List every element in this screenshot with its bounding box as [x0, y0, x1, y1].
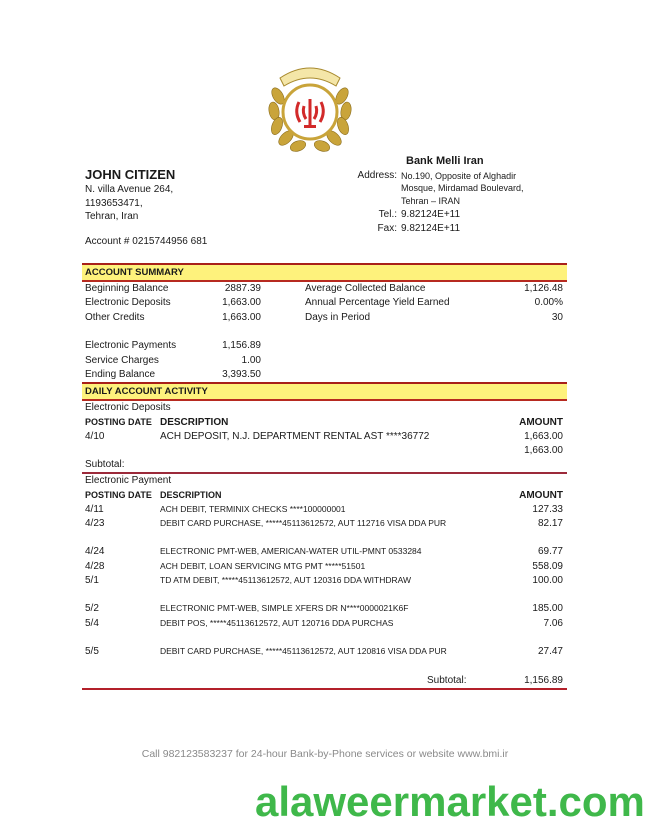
summary-label: Electronic Payments	[85, 340, 177, 351]
summary-value: 1,156.89	[222, 340, 261, 351]
payments-section-label: Electronic Payment	[85, 475, 172, 486]
table-row	[85, 646, 563, 660]
address-label: Address:	[357, 170, 397, 181]
customer-address-line: 1193653471,	[85, 197, 143, 209]
summary-label: Beginning Balance	[85, 283, 169, 294]
tel-label: Tel.:	[378, 209, 397, 220]
amount: 69.77	[537, 546, 563, 557]
posting-date: 5/1	[85, 575, 99, 586]
summary-label: Ending Balance	[85, 369, 156, 380]
customer-address-line: Tehran, Iran	[85, 211, 139, 222]
description: DEBIT POS, *****45113612572, AUT 120716 DDA PURCHAS	[160, 618, 394, 628]
table-row	[85, 518, 563, 532]
fax-label: Fax:	[377, 223, 397, 234]
amount: 558.09	[532, 561, 563, 572]
description: ACH DEBIT, TERMINIX CHECKS ****100000001	[160, 504, 346, 514]
col-posting-date: POSTING DATE	[85, 417, 152, 427]
summary-value: 3,393.50	[222, 369, 261, 380]
deposits-total-row	[85, 445, 563, 459]
subtotal-label: Subtotal:	[427, 675, 467, 686]
col-description: DESCRIPTION	[160, 490, 222, 500]
col-posting-date: POSTING DATE	[85, 490, 152, 500]
bank-address-line: Tehran – IRAN	[401, 196, 461, 206]
summary-value: 2887.39	[224, 283, 261, 294]
description: ACH DEBIT, LOAN SERVICING MTG PMT *****51501	[160, 561, 366, 571]
customer-address-line: N. villa Avenue 264,	[85, 184, 174, 195]
summary-value: 1,663.00	[222, 312, 261, 323]
table-row	[85, 618, 563, 632]
description: ELECTRONIC PMT-WEB, SIMPLE XFERS DR N****0000021K6F	[160, 603, 409, 613]
bank-address-line: No.190, Opposite of Alghadir	[401, 171, 517, 181]
table-row	[85, 504, 563, 518]
posting-date: 4/28	[85, 561, 105, 572]
table-row	[85, 575, 563, 589]
bank-name: Bank Melli Iran	[406, 155, 484, 167]
posting-date: 5/2	[85, 603, 99, 614]
posting-date: 4/10	[85, 431, 105, 442]
posting-date: 5/4	[85, 618, 99, 629]
summary-label: Electronic Deposits	[85, 297, 171, 308]
description: DEBIT CARD PURCHASE, *****45113612572, AUT 112716 VISA DDA PUR	[160, 518, 447, 528]
summary-value: 1,663.00	[222, 297, 261, 308]
table-row	[85, 561, 563, 575]
footer-contact: Call 982123583237 for 24-hour Bank-by-Phone services or website www.bmi.ir	[141, 748, 509, 760]
posting-date: 4/23	[85, 518, 105, 529]
summary-value: 1,126.48	[524, 283, 563, 294]
subtotal-label: Subtotal:	[85, 459, 125, 470]
bank-tel: 9.82124E+11	[401, 209, 461, 220]
summary-label: Days in Period	[305, 312, 371, 323]
bank-fax: 9.82124E+11	[401, 223, 461, 234]
payments-subtotal: 1,156.89	[524, 675, 563, 686]
account-summary-header: ACCOUNT SUMMARY	[82, 263, 567, 282]
posting-date: 5/5	[85, 646, 99, 657]
col-amount: AMOUNT	[519, 490, 563, 501]
amount: 7.06	[543, 618, 563, 629]
bank-address-line: Mosque, Mirdamad Boulevard,	[401, 183, 524, 193]
description: TD ATM DEBIT, *****45113612572, AUT 120316 DDA WITHDRAW	[160, 575, 412, 585]
posting-date: 4/11	[85, 504, 104, 515]
col-amount: AMOUNT	[519, 417, 563, 428]
amount: 185.00	[532, 603, 563, 614]
customer-info	[85, 167, 175, 224]
customer-name: JOHN CITIZEN	[85, 167, 176, 182]
summary-row	[85, 297, 563, 311]
description: ACH DEPOSIT, N.J. DEPARTMENT RENTAL AST ****36772	[160, 431, 430, 442]
divider	[82, 472, 567, 474]
amount: 100.00	[532, 575, 563, 586]
summary-label: Service Charges	[85, 355, 159, 366]
summary-row	[85, 312, 563, 326]
table-row	[85, 546, 563, 560]
summary-label: Average Collected Balance	[305, 283, 426, 294]
summary-row	[85, 369, 563, 383]
amount: 1,663.00	[524, 431, 563, 442]
table-row	[85, 603, 563, 617]
amount: 82.17	[537, 518, 563, 529]
summary-value: 1.00	[241, 355, 261, 366]
watermark: alaweermarket.com	[255, 778, 645, 825]
summary-label: Other Credits	[85, 312, 145, 323]
summary-row	[85, 283, 563, 297]
summary-label: Annual Percentage Yield Earned	[305, 297, 450, 308]
summary-row	[85, 355, 563, 369]
col-description: DESCRIPTION	[160, 417, 229, 428]
summary-value: 0.00%	[534, 297, 563, 308]
deposits-total: 1,663.00	[524, 445, 563, 456]
bank-melli-emblem-icon	[266, 56, 354, 154]
divider	[82, 688, 567, 690]
account-number: Account # 0215744956 681	[85, 236, 208, 247]
payments-subtotal-row	[85, 675, 563, 689]
posting-date: 4/24	[85, 546, 105, 557]
deposits-section-label: Electronic Deposits	[85, 402, 171, 413]
amount: 127.33	[532, 504, 563, 515]
summary-row	[85, 340, 563, 354]
amount: 27.47	[537, 646, 563, 657]
description: ELECTRONIC PMT-WEB, AMERICAN-WATER UTIL-PMNT 0533284	[160, 546, 422, 556]
summary-value: 30	[551, 312, 563, 323]
daily-activity-header: DAILY ACCOUNT ACTIVITY	[82, 382, 567, 401]
table-row	[85, 431, 563, 445]
bank-logo	[266, 56, 354, 154]
description: DEBIT CARD PURCHASE, *****45113612572, AUT 120816 VISA DDA PUR	[160, 646, 447, 656]
